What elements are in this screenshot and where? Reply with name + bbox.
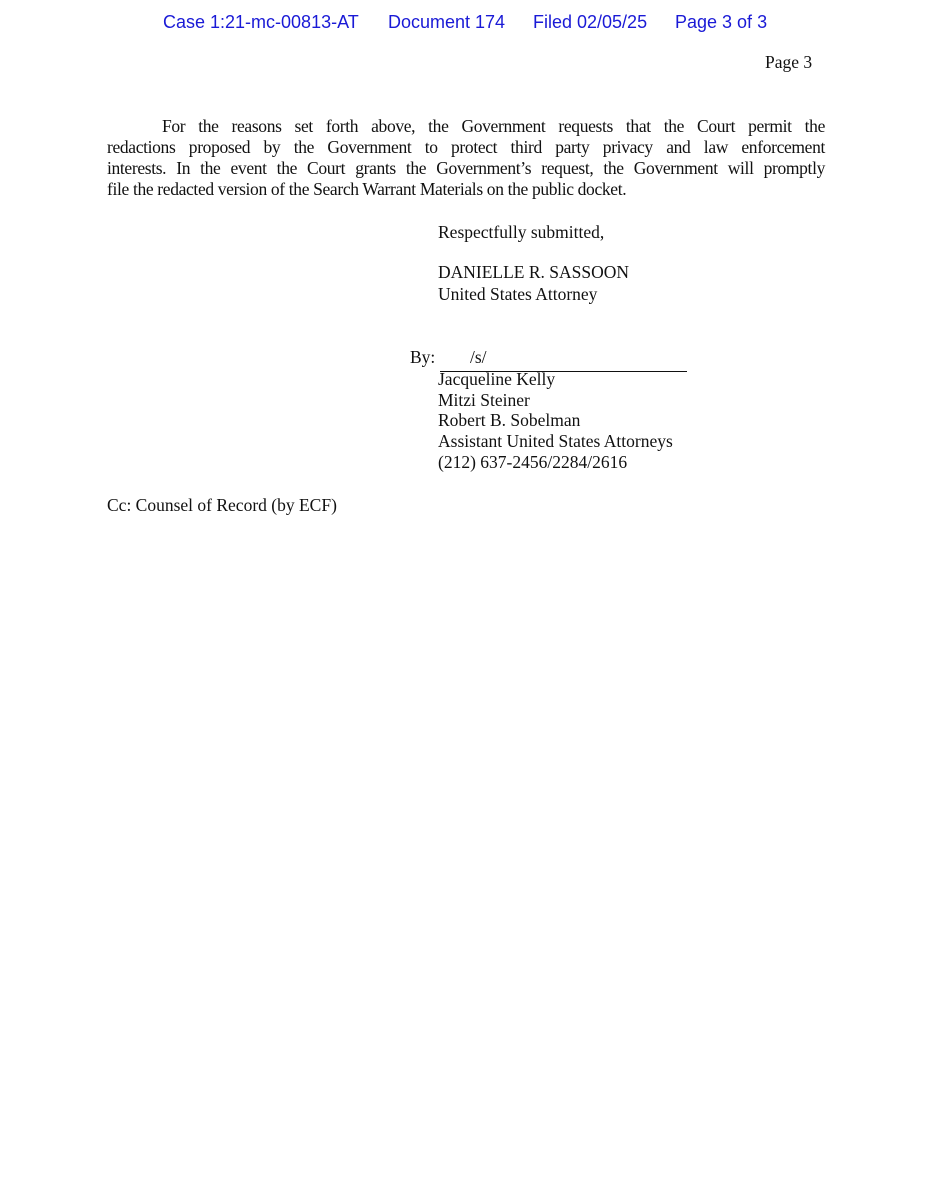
page-count: Page 3 of 3 [675, 12, 768, 32]
closing: Respectfully submitted, [438, 222, 605, 242]
by-label: By: [410, 347, 436, 367]
signer-name: Mitzi Steiner [438, 390, 530, 410]
body-line: file the redacted version of the Search Warrant Materials on the public docket. [107, 179, 627, 199]
body-paragraph [107, 116, 825, 200]
document-number: Document 174 [388, 12, 506, 32]
body-line: redactions proposed by the Government to protect third party privacy and law enforcement [107, 137, 825, 157]
signer-phone: (212) 637-2456/2284/2616 [438, 452, 628, 472]
body-line: interests. In the event the Court grants the Government’s request, the Government will promptly [107, 158, 825, 178]
signer-name: Robert B. Sobelman [438, 410, 581, 430]
page-label: Page 3 [765, 52, 813, 72]
signer-name: Jacqueline Kelly [438, 369, 556, 389]
body-line: For the reasons set forth above, the Government requests that the Court permit the [162, 116, 825, 136]
signature-mark: /s/ [470, 347, 487, 367]
attorney-title: United States Attorney [438, 284, 598, 304]
signer-title: Assistant United States Attorneys [438, 431, 673, 451]
case-number: Case 1:21-mc-00813-AT [163, 12, 359, 32]
attorney-name: DANIELLE R. SASSOON [438, 262, 630, 282]
filed-date: Filed 02/05/25 [533, 12, 648, 32]
cc-line: Cc: Counsel of Record (by ECF) [107, 495, 337, 515]
